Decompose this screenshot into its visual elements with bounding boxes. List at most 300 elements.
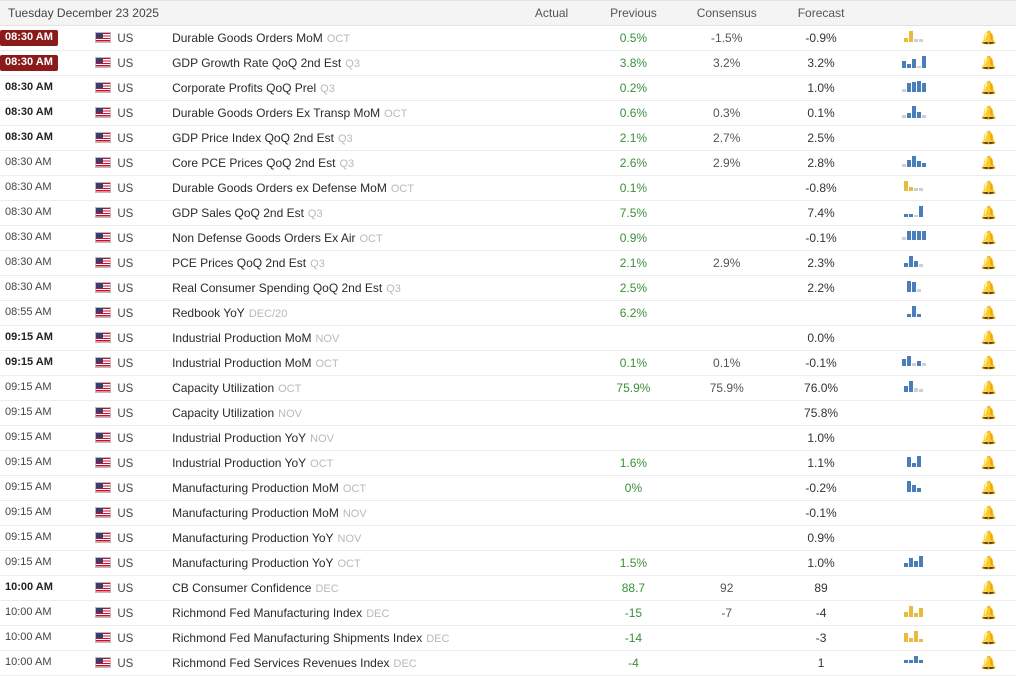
event-sparkline-cell[interactable] [867, 151, 962, 176]
event-name-cell[interactable] [172, 426, 514, 451]
us-flag-icon [95, 82, 111, 93]
event-time-cell [0, 451, 95, 476]
sparkline-chart[interactable] [902, 56, 927, 70]
event-sparkline-cell[interactable] [867, 76, 962, 101]
sparkline-chart[interactable] [902, 81, 927, 95]
table-row[interactable] [0, 101, 1016, 126]
event-previous: 6.2% [589, 301, 678, 326]
table-row[interactable] [0, 251, 1016, 276]
event-consensus: 92 [678, 576, 775, 601]
bell-icon[interactable]: 🔔 [980, 580, 998, 595]
event-previous [589, 501, 678, 526]
event-name[interactable]: Capacity Utilization [172, 406, 275, 420]
event-period: DEC [366, 608, 390, 620]
event-name-cell[interactable] [172, 26, 514, 51]
event-time-cell [0, 101, 95, 126]
event-name-cell[interactable] [172, 401, 514, 426]
bell-icon[interactable]: 🔔 [980, 355, 998, 370]
sparkline-chart[interactable] [902, 356, 927, 370]
event-name-cell[interactable] [172, 551, 514, 576]
country-cell[interactable] [95, 576, 172, 601]
event-name-cell[interactable] [172, 101, 514, 126]
event-previous: 0.9% [589, 226, 678, 251]
bell-icon[interactable]: 🔔 [980, 180, 998, 195]
event-forecast: 2.8% [775, 151, 866, 176]
table-row[interactable] [0, 351, 1016, 376]
sparkline-chart[interactable] [902, 106, 927, 120]
alert-cell[interactable] [962, 51, 1016, 76]
alert-cell[interactable] [962, 176, 1016, 201]
calendar-header-row [0, 1, 1016, 26]
event-time-cell [0, 226, 95, 251]
event-forecast: 3.2% [775, 51, 866, 76]
alert-cell[interactable] [962, 251, 1016, 276]
table-row[interactable] [0, 151, 1016, 176]
event-time: 08:30 AM [5, 281, 52, 293]
alert-cell[interactable] [962, 351, 1016, 376]
alert-cell[interactable] [962, 551, 1016, 576]
alert-cell[interactable] [962, 651, 1016, 676]
event-previous: 2.6% [589, 151, 678, 176]
table-row[interactable] [0, 451, 1016, 476]
us-flag-icon [95, 307, 111, 318]
event-consensus [678, 451, 775, 476]
table-row[interactable] [0, 176, 1016, 201]
event-name[interactable]: Industrial Production YoY [172, 431, 307, 445]
event-name[interactable]: GDP Sales QoQ 2nd Est [172, 206, 304, 220]
country-cell[interactable] [95, 451, 172, 476]
event-period: NOV [315, 333, 340, 345]
event-name[interactable]: Durable Goods Orders MoM [172, 31, 323, 45]
us-flag-icon [95, 32, 111, 43]
column-header-chart [867, 1, 962, 26]
alert-cell[interactable] [962, 101, 1016, 126]
sparkline-chart[interactable] [907, 481, 922, 495]
sparkline-chart[interactable] [904, 381, 924, 395]
table-row[interactable] [0, 626, 1016, 651]
table-row[interactable] [0, 76, 1016, 101]
table-row[interactable] [0, 526, 1016, 551]
country-cell[interactable] [95, 101, 172, 126]
event-sparkline-cell[interactable] [867, 626, 962, 651]
country-cell[interactable] [95, 301, 172, 326]
event-previous: 0.1% [589, 351, 678, 376]
sparkline-chart[interactable] [902, 231, 927, 245]
event-time: 10:00 AM [5, 581, 53, 593]
alert-cell[interactable] [962, 201, 1016, 226]
event-actual [514, 126, 589, 151]
event-name-cell[interactable] [172, 51, 514, 76]
alert-cell[interactable] [962, 476, 1016, 501]
alert-cell[interactable] [962, 501, 1016, 526]
sparkline-chart[interactable] [904, 256, 924, 270]
us-flag-icon [95, 207, 111, 218]
event-name-cell[interactable] [172, 251, 514, 276]
column-header-actual[interactable]: Actual [514, 1, 589, 26]
event-period: OCT [315, 358, 339, 370]
event-name[interactable]: Durable Goods Orders Ex Transp MoM [172, 106, 381, 120]
table-row[interactable] [0, 401, 1016, 426]
country-code: US [117, 257, 134, 270]
country-cell[interactable] [95, 176, 172, 201]
bell-icon[interactable]: 🔔 [980, 505, 998, 520]
bell-icon[interactable]: 🔔 [980, 530, 998, 545]
sparkline-chart[interactable] [907, 306, 922, 320]
event-forecast [775, 301, 866, 326]
table-row[interactable] [0, 276, 1016, 301]
event-name-cell[interactable] [172, 601, 514, 626]
sparkline-chart[interactable] [904, 556, 924, 570]
event-sparkline-cell[interactable] [867, 201, 962, 226]
event-forecast: 0.1% [775, 101, 866, 126]
table-row[interactable] [0, 551, 1016, 576]
event-name[interactable]: Industrial Production MoM [172, 331, 312, 345]
alert-cell[interactable] [962, 301, 1016, 326]
event-time: 09:15 AM [5, 406, 52, 418]
event-time-cell [0, 326, 95, 351]
event-period: DEC [426, 633, 450, 645]
alert-cell[interactable] [962, 401, 1016, 426]
country-code: US [117, 182, 134, 195]
event-name[interactable]: Manufacturing Production YoY [172, 556, 334, 570]
country-code: US [117, 507, 134, 520]
event-sparkline-cell[interactable] [867, 451, 962, 476]
event-name-cell[interactable] [172, 351, 514, 376]
bell-icon[interactable]: 🔔 [980, 330, 998, 345]
event-sparkline-cell[interactable] [867, 276, 962, 301]
country-cell[interactable] [95, 276, 172, 301]
bell-icon[interactable]: 🔔 [980, 380, 998, 395]
event-sparkline-cell[interactable] [867, 126, 962, 151]
event-period: Q3 [320, 83, 335, 95]
event-forecast: -0.1% [775, 501, 866, 526]
event-consensus: 2.9% [678, 251, 775, 276]
us-flag-icon [95, 107, 111, 118]
event-previous: 1.6% [589, 451, 678, 476]
table-row[interactable] [0, 201, 1016, 226]
event-name[interactable]: PCE Prices QoQ 2nd Est [172, 256, 307, 270]
event-name[interactable]: Richmond Fed Services Revenues Index [172, 656, 390, 670]
country-code: US [117, 432, 134, 445]
alert-cell[interactable] [962, 76, 1016, 101]
country-code: US [117, 657, 134, 670]
event-time-cell [0, 626, 95, 651]
table-row[interactable] [0, 51, 1016, 76]
country-cell[interactable] [95, 526, 172, 551]
country-code: US [117, 407, 134, 420]
alert-cell[interactable] [962, 526, 1016, 551]
event-name[interactable]: Manufacturing Production MoM [172, 481, 339, 495]
column-header-consensus[interactable]: Consensus [678, 1, 775, 26]
sparkline-chart[interactable] [904, 606, 924, 620]
country-cell[interactable] [95, 376, 172, 401]
table-row[interactable] [0, 476, 1016, 501]
event-name[interactable]: Corporate Profits QoQ Prel [172, 81, 317, 95]
country-cell[interactable] [95, 51, 172, 76]
alert-cell[interactable] [962, 426, 1016, 451]
us-flag-icon [95, 407, 111, 418]
event-sparkline-cell[interactable] [867, 476, 962, 501]
event-name-cell[interactable] [172, 226, 514, 251]
bell-icon[interactable]: 🔔 [980, 230, 998, 245]
event-sparkline-cell[interactable] [867, 426, 962, 451]
country-cell[interactable] [95, 76, 172, 101]
event-forecast: 89 [775, 576, 866, 601]
event-name-cell[interactable] [172, 451, 514, 476]
alert-cell[interactable] [962, 576, 1016, 601]
bell-icon[interactable]: 🔔 [980, 305, 998, 320]
table-row[interactable] [0, 301, 1016, 326]
event-time-cell [0, 251, 95, 276]
country-code: US [117, 482, 134, 495]
event-sparkline-cell[interactable] [867, 226, 962, 251]
bell-icon[interactable]: 🔔 [980, 455, 998, 470]
event-sparkline-cell[interactable] [867, 401, 962, 426]
bell-icon[interactable]: 🔔 [980, 155, 998, 170]
table-row[interactable] [0, 26, 1016, 51]
country-cell[interactable] [95, 151, 172, 176]
bell-icon[interactable]: 🔔 [980, 105, 998, 120]
event-name-cell[interactable] [172, 326, 514, 351]
event-consensus [678, 401, 775, 426]
event-period: Q3 [345, 58, 360, 70]
event-name-cell[interactable] [172, 151, 514, 176]
country-code: US [117, 232, 134, 245]
event-time: 09:15 AM [5, 531, 52, 543]
country-cell[interactable] [95, 126, 172, 151]
alert-cell[interactable] [962, 601, 1016, 626]
event-time-cell [0, 51, 95, 76]
sparkline-chart[interactable] [904, 656, 924, 670]
country-cell[interactable] [95, 501, 172, 526]
event-time: 09:15 AM [5, 331, 53, 343]
event-name[interactable]: CB Consumer Confidence [172, 581, 312, 595]
event-time-cell [0, 76, 95, 101]
bell-icon[interactable]: 🔔 [980, 130, 998, 145]
alert-cell[interactable] [962, 276, 1016, 301]
sparkline-chart[interactable] [904, 181, 924, 195]
event-time: 08:30 AM [5, 206, 52, 218]
event-period: OCT [326, 33, 351, 45]
us-flag-icon [95, 582, 111, 593]
alert-cell[interactable] [962, 326, 1016, 351]
event-period: OCT [390, 183, 415, 195]
event-sparkline-cell[interactable] [867, 301, 962, 326]
country-cell[interactable] [95, 426, 172, 451]
column-header-previous[interactable]: Previous [589, 1, 678, 26]
event-forecast: 0.0% [775, 326, 866, 351]
bell-icon[interactable]: 🔔 [980, 80, 998, 95]
event-consensus: 2.9% [678, 151, 775, 176]
country-cell[interactable] [95, 226, 172, 251]
event-name-cell[interactable] [172, 376, 514, 401]
bell-icon[interactable]: 🔔 [980, 480, 998, 495]
event-forecast: 1.0% [775, 426, 866, 451]
table-row[interactable] [0, 226, 1016, 251]
sparkline-chart[interactable] [902, 156, 927, 170]
event-sparkline-cell[interactable] [867, 351, 962, 376]
country-code: US [117, 382, 134, 395]
us-flag-icon [95, 632, 111, 643]
event-name[interactable]: Manufacturing Production MoM [172, 506, 339, 520]
country-cell[interactable] [95, 326, 172, 351]
event-consensus [678, 226, 775, 251]
bell-icon[interactable]: 🔔 [980, 655, 998, 670]
table-row[interactable] [0, 326, 1016, 351]
country-cell[interactable] [95, 651, 172, 676]
event-name-cell[interactable] [172, 76, 514, 101]
bell-icon[interactable]: 🔔 [980, 555, 998, 570]
event-name[interactable]: Redbook YoY [172, 306, 245, 320]
table-row[interactable] [0, 651, 1016, 676]
country-cell[interactable] [95, 201, 172, 226]
event-name[interactable]: Industrial Production YoY [172, 456, 307, 470]
event-period: Q3 [386, 283, 401, 295]
sparkline-chart[interactable] [904, 206, 924, 220]
event-name-cell[interactable] [172, 651, 514, 676]
country-cell[interactable] [95, 351, 172, 376]
alert-cell[interactable] [962, 226, 1016, 251]
country-cell[interactable] [95, 251, 172, 276]
country-cell[interactable] [95, 551, 172, 576]
event-time: 10:00 AM [5, 656, 52, 668]
event-name[interactable]: Richmond Fed Manufacturing Shipments Index [172, 631, 423, 645]
event-previous: 3.8% [589, 51, 678, 76]
sparkline-chart[interactable] [907, 281, 922, 295]
alert-cell[interactable] [962, 126, 1016, 151]
country-code: US [117, 57, 134, 70]
table-row[interactable] [0, 376, 1016, 401]
event-time: 08:30 AM [5, 256, 52, 268]
alert-cell[interactable] [962, 151, 1016, 176]
event-period: OCT [310, 458, 334, 470]
event-time-cell [0, 351, 95, 376]
bell-icon[interactable]: 🔔 [980, 605, 998, 620]
event-forecast: 2.2% [775, 276, 866, 301]
country-code: US [117, 132, 134, 145]
event-name-cell[interactable] [172, 476, 514, 501]
event-time: 08:30 AM [5, 106, 53, 118]
bell-icon[interactable]: 🔔 [980, 255, 998, 270]
event-name-cell[interactable] [172, 626, 514, 651]
event-actual [514, 201, 589, 226]
sparkline-chart[interactable] [907, 456, 922, 470]
event-period: NOV [310, 433, 335, 445]
event-sparkline-cell[interactable] [867, 551, 962, 576]
event-name-cell[interactable] [172, 301, 514, 326]
bell-icon[interactable]: 🔔 [980, 280, 998, 295]
event-name-cell[interactable] [172, 126, 514, 151]
event-name-cell[interactable] [172, 526, 514, 551]
country-cell[interactable] [95, 476, 172, 501]
sparkline-chart[interactable] [904, 631, 924, 645]
event-previous: 0.1% [589, 176, 678, 201]
event-sparkline-cell[interactable] [867, 26, 962, 51]
event-sparkline-cell[interactable] [867, 651, 962, 676]
country-cell[interactable] [95, 26, 172, 51]
us-flag-icon [95, 332, 111, 343]
event-name-cell[interactable] [172, 276, 514, 301]
event-time: 08:30 AM [5, 81, 53, 93]
country-cell[interactable] [95, 401, 172, 426]
alert-cell[interactable] [962, 376, 1016, 401]
event-name-cell[interactable] [172, 201, 514, 226]
country-code: US [117, 307, 134, 320]
event-name-cell[interactable] [172, 501, 514, 526]
bell-icon[interactable]: 🔔 [980, 30, 998, 45]
event-name[interactable]: Real Consumer Spending QoQ 2nd Est [172, 281, 383, 295]
event-sparkline-cell[interactable] [867, 601, 962, 626]
country-code: US [117, 32, 134, 45]
bell-icon[interactable]: 🔔 [980, 205, 998, 220]
bell-icon[interactable]: 🔔 [980, 430, 998, 445]
event-name[interactable]: Capacity Utilization [172, 381, 275, 395]
event-actual [514, 251, 589, 276]
table-row[interactable] [0, 126, 1016, 151]
country-cell[interactable] [95, 626, 172, 651]
us-flag-icon [95, 507, 111, 518]
event-name[interactable]: Richmond Fed Manufacturing Index [172, 606, 363, 620]
event-consensus [678, 176, 775, 201]
event-name[interactable]: Core PCE Prices QoQ 2nd Est [172, 156, 336, 170]
event-sparkline-cell[interactable] [867, 51, 962, 76]
alert-cell[interactable] [962, 626, 1016, 651]
table-row[interactable] [0, 501, 1016, 526]
event-actual [514, 351, 589, 376]
table-row[interactable] [0, 426, 1016, 451]
event-name-cell[interactable] [172, 176, 514, 201]
event-name[interactable]: Manufacturing Production YoY [172, 531, 334, 545]
event-name[interactable]: Non Defense Goods Orders Ex Air [172, 231, 356, 245]
event-sparkline-cell[interactable] [867, 176, 962, 201]
event-actual [514, 101, 589, 126]
event-sparkline-cell[interactable] [867, 526, 962, 551]
bell-icon[interactable]: 🔔 [980, 630, 998, 645]
event-sparkline-cell[interactable] [867, 101, 962, 126]
event-time: 09:15 AM [5, 356, 53, 368]
event-name-cell[interactable] [172, 576, 514, 601]
event-actual [514, 151, 589, 176]
event-sparkline-cell[interactable] [867, 376, 962, 401]
table-row[interactable] [0, 576, 1016, 601]
alert-cell[interactable] [962, 26, 1016, 51]
event-sparkline-cell[interactable] [867, 251, 962, 276]
event-name[interactable]: Industrial Production MoM [172, 356, 312, 370]
event-actual [514, 176, 589, 201]
us-flag-icon [95, 457, 111, 468]
table-row[interactable] [0, 601, 1016, 626]
event-name[interactable]: GDP Price Index QoQ 2nd Est [172, 131, 334, 145]
event-sparkline-cell[interactable] [867, 501, 962, 526]
us-flag-icon [95, 532, 111, 543]
country-cell[interactable] [95, 601, 172, 626]
event-period: OCT [384, 108, 408, 120]
event-previous [589, 526, 678, 551]
event-consensus: -7 [678, 601, 775, 626]
alert-cell[interactable] [962, 451, 1016, 476]
sparkline-chart[interactable] [904, 31, 924, 45]
event-sparkline-cell[interactable] [867, 326, 962, 351]
country-code: US [117, 357, 134, 370]
event-name[interactable]: Durable Goods Orders ex Defense MoM [172, 181, 387, 195]
event-period: Q3 [339, 158, 355, 170]
bell-icon[interactable]: 🔔 [980, 405, 998, 420]
event-actual [514, 451, 589, 476]
column-header-forecast[interactable]: Forecast [775, 1, 866, 26]
event-name[interactable]: GDP Growth Rate QoQ 2nd Est [172, 56, 342, 70]
bell-icon[interactable]: 🔔 [980, 55, 998, 70]
event-sparkline-cell[interactable] [867, 576, 962, 601]
